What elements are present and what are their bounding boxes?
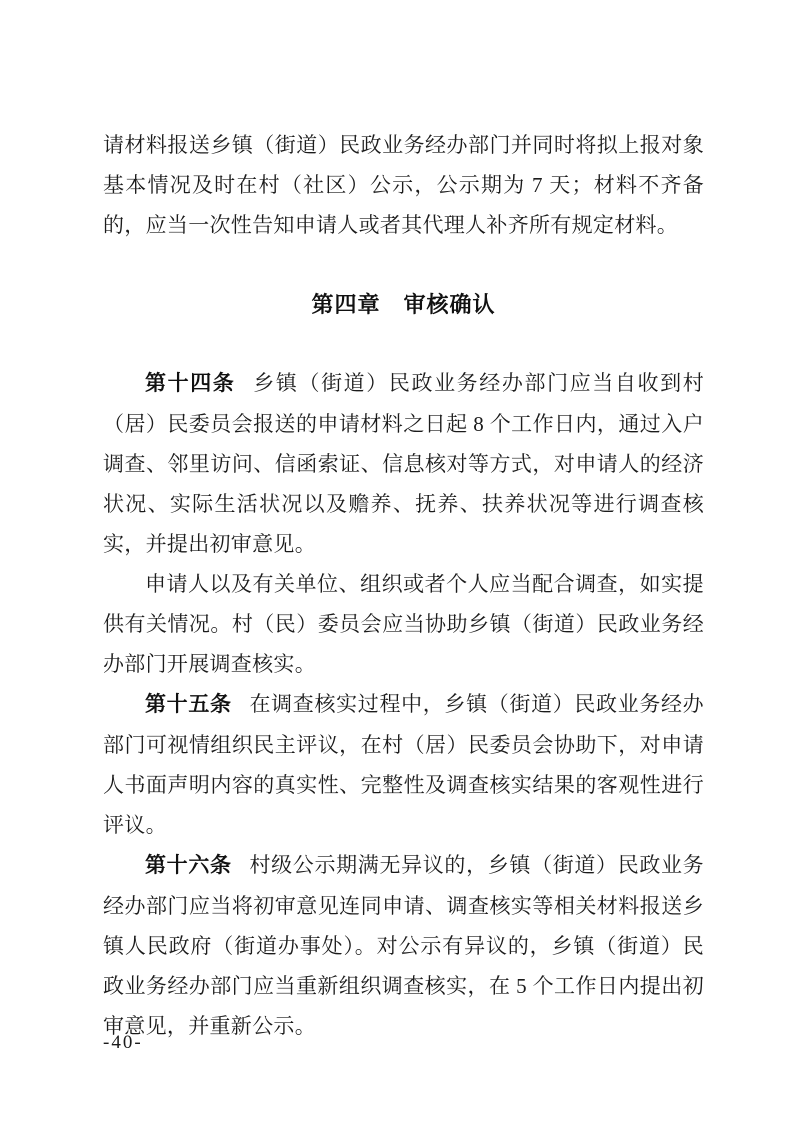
article-14-paragraph <box>103 363 704 564</box>
chapter-heading: 第四章 审核确认 <box>311 292 496 317</box>
article-15-number: 第十五条 <box>145 693 232 716</box>
paragraph-cooperation-text: 申请人以及有关单位、组织或者个人应当配合调查，如实提供有关情况。村（民）委员会应当协助乡镇（街道）民政业务经办部门开展调查核实。 <box>103 572 704 676</box>
article-15-paragraph <box>103 684 704 845</box>
article-14-text: 乡镇（街道）民政业务经办部门应当自收到村（居）民委员会报送的申请材料之日起 8 个工作日内，通过入户调查、邻里访问、信函索证、信息核对等方式，对申请人的经济状况、实际生活状况以及赡养、抚养、扶养状况等进行调查核实，并提出初审意见。 <box>103 371 705 556</box>
paragraph-cooperation <box>103 564 704 684</box>
document-body <box>103 125 704 1046</box>
article-14-number: 第十四条 <box>145 372 236 395</box>
article-16-number: 第十六条 <box>145 854 232 877</box>
article-16-paragraph <box>103 845 704 1046</box>
paragraph-continuation-text: 请材料报送乡镇（街道）民政业务经办部门并同时将拟上报对象基本情况及时在村（社区）公示，公示期为 7 天；材料不齐备的，应当一次性告知申请人或者其代理人补齐所有规定材料。 <box>103 133 704 237</box>
article-16-text: 村级公示期满无异议的，乡镇（街道）民政业务经办部门应当将初审意见连同申请、调查核实等相关材料报送乡镇人民政府（街道办事处）。对公示有异议的，乡镇（街道）民政业务经办部门应当重新组织调查核实，在 5 个工作日内提出初审意见，并重新公示。 <box>103 853 704 1038</box>
page-number: -40- <box>103 1032 143 1053</box>
paragraph-continuation <box>103 125 704 245</box>
article-15-text: 在调查核实过程中，乡镇（街道）民政业务经办部门可视情组织民主评议，在村（居）民委员会协助下，对申请人书面声明内容的真实性、完整性及调查核实结果的客观性进行评议。 <box>103 692 704 837</box>
